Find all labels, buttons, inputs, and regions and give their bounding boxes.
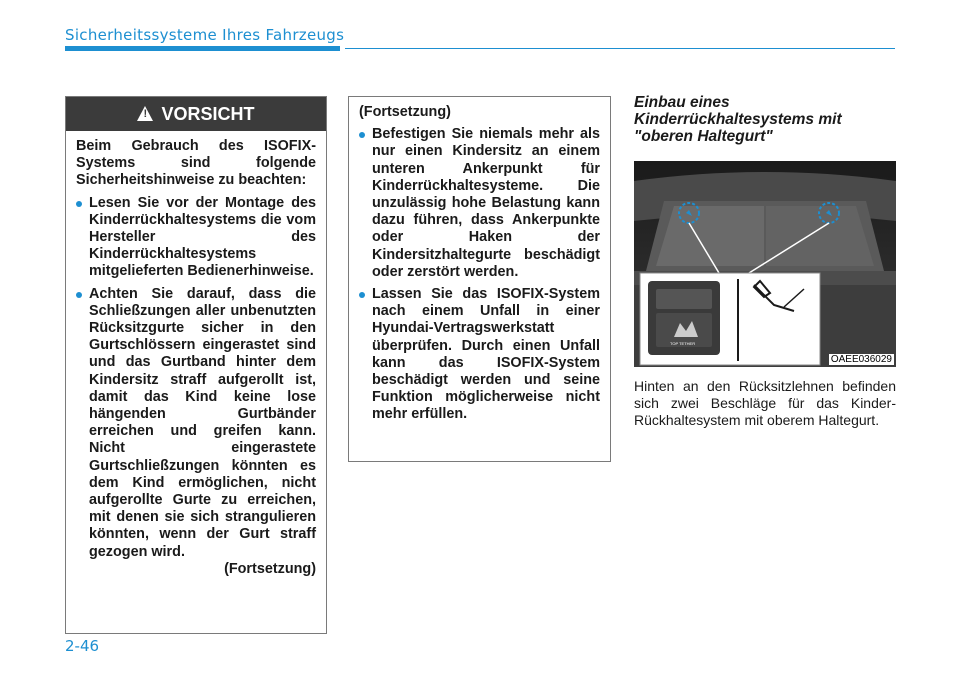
continued-note: (Fortsetzung) (224, 560, 316, 577)
caution-item: Achten Sie darauf, dass die Schließzungen aller unbenutzten Rücksitzgurte sicher in den Gurtschlössern eingerastet sind und das Gurtband hinter dem Kindersitz straff aufgerollt ist, damit das Kind keine lose hängenden Gurtbänder erreichen und greifen kann. Nicht eingerastete Gurtschließzungen könnten es dem Kind ermöglichen, nicht aufgerollte Gurte zu erreichen, mit denen sie sich strangulieren könnten, wenn der Gurt straff gezogen wird. (76, 286, 316, 561)
caution-intro: Beim Gebrauch des ISOFIX-Systems sind folgende Sicherheitshinweise zu beachten: (76, 138, 316, 189)
continued-body (349, 97, 610, 424)
body-paragraph: Hinten an den Rücksitzlehnen befinden sich zwei Beschläge für das Kinder-Rückhaltesystem mit oberem Haltegurt. (634, 378, 896, 428)
caution-heading: VORSICHT (161, 103, 255, 124)
page-number: 2-46 (65, 637, 100, 655)
section-title: Einbau eines Kinderrückhaltesystems mit "oberen Haltegurt" (634, 94, 842, 145)
running-header: Sicherheitssysteme Ihres Fahrzeugs (65, 26, 345, 44)
caution-box (65, 96, 327, 634)
continued-list (359, 126, 600, 423)
header-rule-thin (345, 48, 895, 49)
continued-item: Lassen Sie das ISOFIX-System nach einem Unfall in einer Hyundai-Vertragswerkstatt überprüfen. Durch einen Unfall kann das ISOFIX-System beschädigt werden und seine Funktion möglicherweise nicht mehr erfüllen. (359, 286, 600, 424)
continued-heading: (Fortsetzung) (359, 104, 451, 120)
caution-header (66, 97, 326, 131)
continued-item: Befestigen Sie niemals mehr als nur einen Kindersitz an einem unteren Ankerpunkt für Kinderrückhaltesysteme. Die unzulässig hohe Belastung kann dazu führen, dass Ankerpunkte oder Haken der Kindersitzhaltegurte beschädigt oder zerstört werden. (359, 126, 600, 281)
caution-item: Lesen Sie vor der Montage des Kinderrückhaltesystems die vom Hersteller des Kinderrückhaltesystems mitgelieferten Bedienerhinweise. (76, 195, 316, 281)
figure-label: TOP TETHER (670, 341, 696, 346)
warning-triangle-icon (137, 106, 153, 121)
figure-trunk-tether (634, 161, 896, 367)
caution-list (76, 195, 316, 561)
continued-box (348, 96, 611, 462)
caution-body (66, 131, 326, 578)
trunk-illustration (634, 161, 896, 367)
figure-code: OAEE036029 (830, 354, 892, 365)
header-rule (65, 46, 340, 51)
